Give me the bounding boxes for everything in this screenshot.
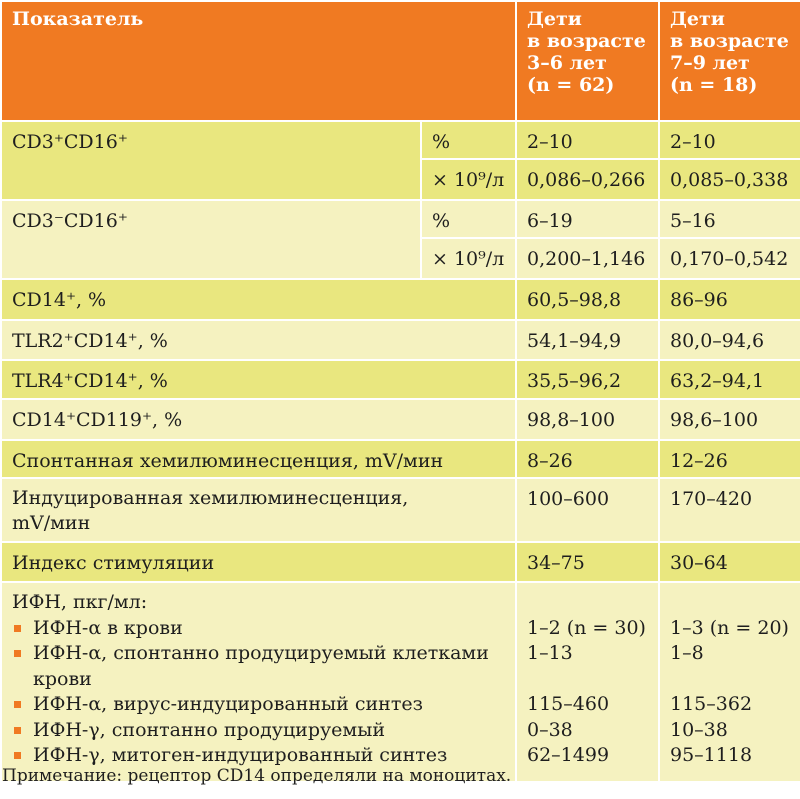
table-header-row bbox=[1, 1, 800, 121]
value-7-9: 170–420 bbox=[659, 478, 800, 542]
list-item: ИФН-α, спонтанно продуцируемый клетками крови bbox=[12, 641, 503, 692]
unit-percent: % bbox=[421, 121, 516, 159]
header-indicator: Показатель bbox=[1, 1, 516, 121]
value-3-6: 100–600 bbox=[516, 478, 659, 542]
row-name-stimulation-index: Индекс стимуляции bbox=[1, 542, 516, 582]
list-item: ИФН-α, вирус-индуцированный синтез bbox=[12, 692, 503, 718]
table-row bbox=[1, 279, 800, 320]
value-3-6: 34–75 bbox=[516, 542, 659, 582]
value-3-6: 98,8–100 bbox=[516, 399, 659, 440]
row-name-tlr4: TLR4⁺CD14⁺, % bbox=[1, 360, 516, 399]
unit-absolute: × 10⁹/л bbox=[421, 238, 516, 279]
bullet-icon bbox=[14, 727, 21, 734]
ifn-values-7-9: 1–3 (n = 20) 1–8 115–362 10–38 95–1118 bbox=[659, 582, 800, 782]
value-7-9: 98,6–100 bbox=[659, 399, 800, 440]
value-3-6: 6–19 bbox=[516, 200, 659, 238]
value-7-9: 0,085–0,338 bbox=[659, 159, 800, 200]
table-row bbox=[1, 478, 800, 542]
list-item: ИФН-α в крови bbox=[12, 616, 503, 642]
value-7-9: 5–16 bbox=[659, 200, 800, 238]
value-3-6: 54,1–94,9 bbox=[516, 320, 659, 360]
row-name-tlr2: TLR2⁺CD14⁺, % bbox=[1, 320, 516, 360]
value-7-9: 12–26 bbox=[659, 440, 800, 478]
row-name-induced-chemiluminescence: Индуцированная хемилюминесценция, mV/мин bbox=[1, 478, 516, 542]
list-item: ИФН-γ, спонтанно продуцируемый bbox=[12, 718, 503, 744]
row-name-cd3m-cd16p: CD3⁻CD16⁺ bbox=[1, 200, 421, 279]
table-row bbox=[1, 399, 800, 440]
unit-absolute: × 10⁹/л bbox=[421, 159, 516, 200]
value-7-9: 86–96 bbox=[659, 279, 800, 320]
table-row bbox=[1, 440, 800, 478]
value-3-6: 60,5–98,8 bbox=[516, 279, 659, 320]
header-group-7-9: Дети в возрасте 7–9 лет (n = 18) bbox=[659, 1, 800, 121]
list-item: ИФН-γ, митоген-индуцированный синтез bbox=[12, 743, 503, 769]
row-name-ifn bbox=[1, 582, 516, 782]
table-row bbox=[1, 200, 800, 238]
value-3-6: 2–10 bbox=[516, 121, 659, 159]
row-name-cd3p-cd16p: CD3⁺CD16⁺ bbox=[1, 121, 421, 200]
unit-percent: % bbox=[421, 200, 516, 238]
table-row bbox=[1, 360, 800, 399]
bullet-icon bbox=[14, 701, 21, 708]
bullet-icon bbox=[14, 752, 21, 759]
value-7-9: 63,2–94,1 bbox=[659, 360, 800, 399]
value-7-9: 2–10 bbox=[659, 121, 800, 159]
ifn-title: ИФН, пкг/мл: bbox=[12, 591, 148, 613]
row-name-cd14: CD14⁺, % bbox=[1, 279, 516, 320]
table-row bbox=[1, 320, 800, 360]
bullet-icon bbox=[14, 625, 21, 632]
header-group-3-6: Дети в возрасте 3–6 лет (n = 62) bbox=[516, 1, 659, 121]
table-row bbox=[1, 582, 800, 782]
value-7-9: 30–64 bbox=[659, 542, 800, 582]
value-7-9: 80,0–94,6 bbox=[659, 320, 800, 360]
ifn-values-3-6: 1–2 (n = 30) 1–13 115–460 0–38 62–1499 bbox=[516, 582, 659, 782]
value-7-9: 0,170–0,542 bbox=[659, 238, 800, 279]
row-name-spontaneous-chemiluminescence: Спонтанная хемилюминесценция, mV/мин bbox=[1, 440, 516, 478]
value-3-6: 8–26 bbox=[516, 440, 659, 478]
value-3-6: 35,5–96,2 bbox=[516, 360, 659, 399]
table-footnote: Примечание: рецептор CD14 определяли на моноцитах. bbox=[2, 766, 512, 786]
table-row bbox=[1, 542, 800, 582]
value-3-6: 0,086–0,266 bbox=[516, 159, 659, 200]
bullet-icon bbox=[14, 650, 21, 657]
table-row bbox=[1, 121, 800, 159]
value-3-6: 0,200–1,146 bbox=[516, 238, 659, 279]
row-name-cd119: CD14⁺CD119⁺, % bbox=[1, 399, 516, 440]
